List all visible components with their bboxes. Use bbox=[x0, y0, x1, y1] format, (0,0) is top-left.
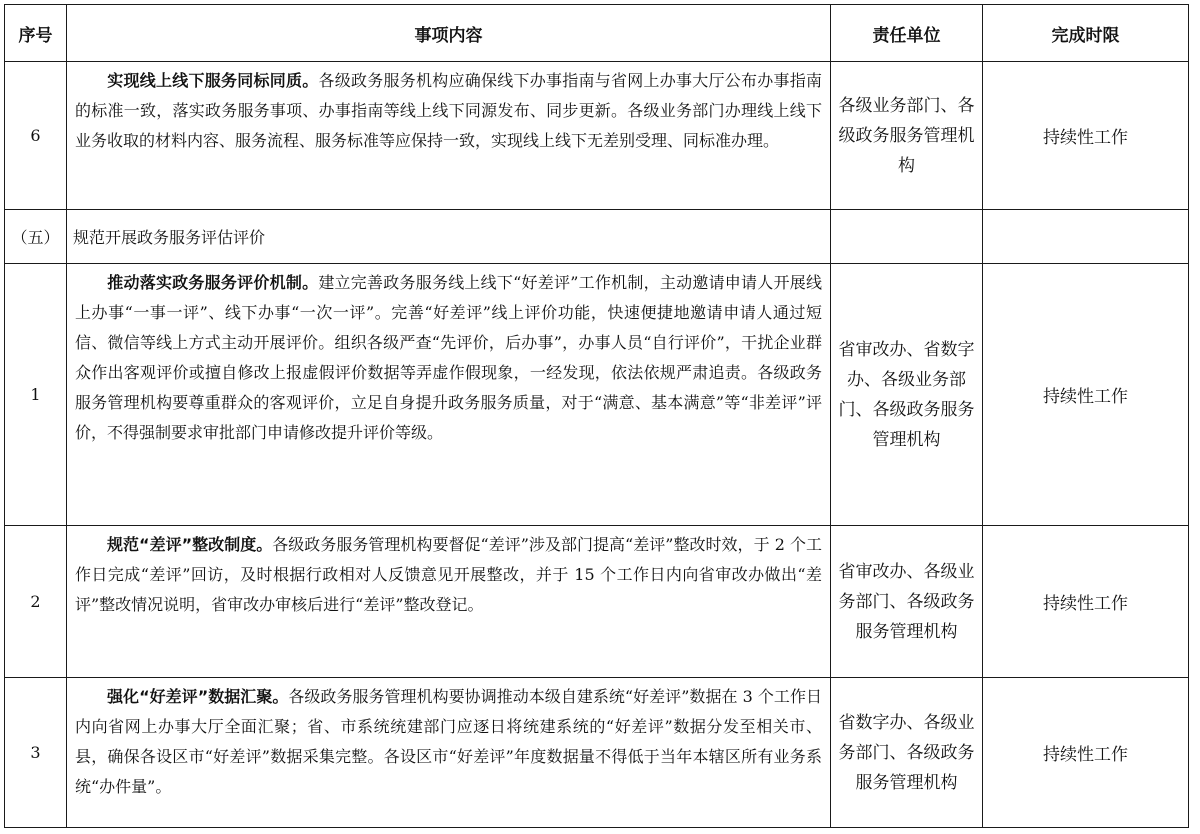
row-unit: 省数字办、各级业务部门、各级政务服务管理机构 bbox=[831, 678, 983, 828]
header-unit: 责任单位 bbox=[831, 5, 983, 62]
row-deadline: 持续性工作 bbox=[983, 264, 1189, 526]
row-body: 各级政务服务机构应确保线下办事指南与省网上办事大厅公布办事指南的标准一致，落实政务服务事项、办事指南等线上线下同源发布、同步更新。各级业务部门办理线上线下业务收取的材料内容、服务流程、服务标准等应保持一致，实现线上线下无差别受理、同标准办理。 bbox=[75, 71, 822, 150]
table-header-row bbox=[5, 5, 1189, 62]
header-deadline: 完成时限 bbox=[983, 5, 1189, 62]
header-content: 事项内容 bbox=[67, 5, 831, 62]
table-row bbox=[5, 264, 1189, 526]
section-unit-empty bbox=[831, 210, 983, 264]
table-row bbox=[5, 526, 1189, 678]
table-row bbox=[5, 62, 1189, 210]
row-unit: 各级业务部门、各级政务服务管理机构 bbox=[831, 62, 983, 210]
row-unit: 省审改办、各级业务部门、各级政务服务管理机构 bbox=[831, 526, 983, 678]
row-deadline: 持续性工作 bbox=[983, 526, 1189, 678]
row-content bbox=[67, 678, 831, 828]
header-seq: 序号 bbox=[5, 5, 67, 62]
row-content bbox=[67, 264, 831, 526]
row-content bbox=[67, 526, 831, 678]
table-row bbox=[5, 678, 1189, 828]
row-seq: 2 bbox=[5, 526, 67, 678]
row-body: 建立完善政务服务线上线下“好差评”工作机制，主动邀请申请人开展线上办事“一事一评”、线下办事“一次一评”。完善“好差评”线上评价功能，快速便捷地邀请申请人通过短信、微信等线上方式主动开展评价。组织各级严查“先评价，后办事”，办事人员“自行评价”，干扰企业群众作出客观评价或擅自修改上报虚假评价数据等弄虚作假现象，一经发现，依法依规严肃追责。各级政务服务管理机构要尊重群众的客观评价，立足自身提升政务服务质量，对于“满意、基本满意”等“非差评”评价，不得强制要求审批部门申请修改提升评价等级。 bbox=[75, 273, 822, 442]
row-seq: 1 bbox=[5, 264, 67, 526]
task-table bbox=[4, 4, 1189, 828]
section-row bbox=[5, 210, 1189, 264]
row-body: 各级政务服务管理机构要督促“差评”涉及部门提高“差评”整改时效，于 2 个工作日完成“差评”回访，及时根据行政相对人反馈意见开展整改，并于 15 个工作日内向省审改办做出“差评”整改情况说明，省审改办审核后进行“差评”整改登记。 bbox=[75, 535, 822, 614]
row-seq: 6 bbox=[5, 62, 67, 210]
section-number: （五） bbox=[5, 210, 67, 264]
row-content bbox=[67, 62, 831, 210]
row-lead: 强化“好差评”数据汇聚。 bbox=[107, 687, 289, 706]
row-unit: 省审改办、省数字办、各级业务部门、各级政务服务管理机构 bbox=[831, 264, 983, 526]
row-body: 各级政务服务管理机构要协调推动本级自建系统“好差评”数据在 3 个工作日内向省网上办事大厅全面汇聚；省、市系统统建部门应逐日将统建系统的“好差评”数据分发至相关市、县，确保各设区市“好差评”数据采集完整。各设区市“好差评”年度数据量不得低于当年本辖区所有业务系统“办件量”。 bbox=[75, 687, 822, 796]
section-title: 规范开展政务服务评估评价 bbox=[67, 210, 831, 264]
row-lead: 推动落实政务服务评价机制。 bbox=[107, 273, 319, 292]
row-lead: 实现线上线下服务同标同质。 bbox=[107, 71, 319, 90]
row-deadline: 持续性工作 bbox=[983, 62, 1189, 210]
row-lead: 规范“差评”整改制度。 bbox=[107, 535, 273, 554]
row-deadline: 持续性工作 bbox=[983, 678, 1189, 828]
section-deadline-empty bbox=[983, 210, 1189, 264]
row-seq: 3 bbox=[5, 678, 67, 828]
